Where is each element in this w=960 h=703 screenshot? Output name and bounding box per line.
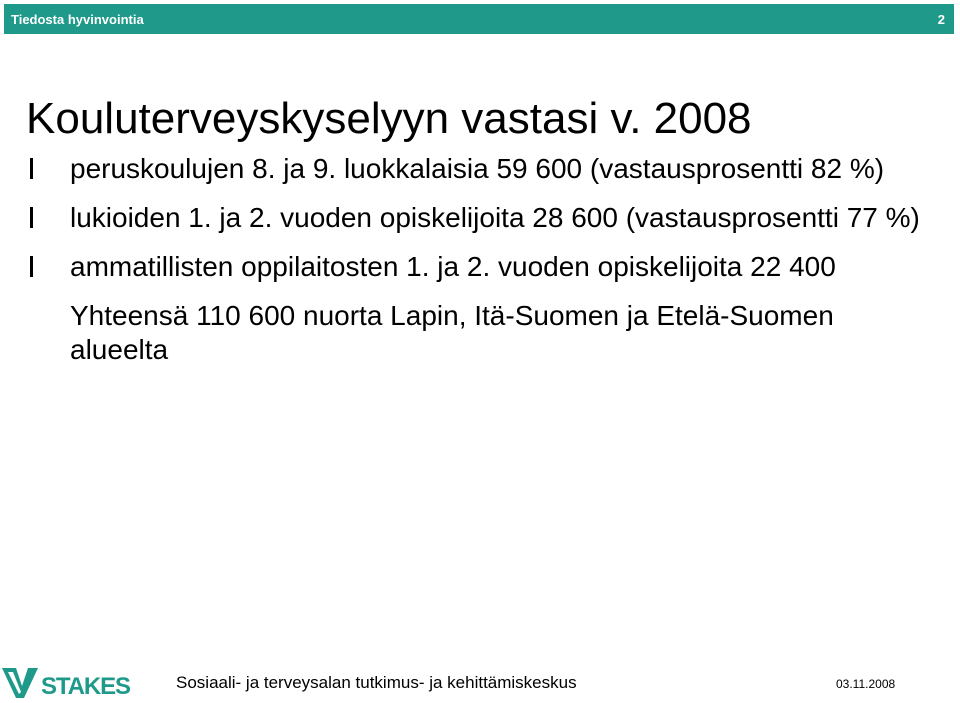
header-bar: [4, 4, 954, 34]
stakes-logo: [2, 664, 138, 700]
bullet-marker-icon: [30, 207, 33, 228]
bullet-item: [30, 152, 935, 186]
bullet-list: [30, 152, 935, 382]
footer-date: 03.11.2008: [836, 677, 896, 691]
bullet-marker-icon: [30, 158, 33, 179]
bullet-item: [30, 201, 935, 235]
logo-text: STAKES: [41, 673, 135, 700]
section-title: Tiedosta hyvinvointia: [11, 12, 144, 27]
bullet-text: peruskoulujen 8. ja 9. luokkalaisia 59 600 (vastausprosentti 82 %): [70, 153, 885, 184]
page-number: 2: [937, 12, 945, 27]
summary-text: Yhteensä 110 600 nuorta Lapin, Itä-Suomen ja Etelä-Suomen alueelta: [70, 300, 834, 365]
slide-title: Kouluterveyskyselyyn vastasi v. 2008: [26, 94, 752, 143]
bullet-text: ammatillisten oppilaitosten 1. ja 2. vuoden opiskelijoita 22 400: [70, 251, 836, 282]
bullet-text: lukioiden 1. ja 2. vuoden opiskelijoita 28 600 (vastausprosentti 77 %): [70, 202, 920, 233]
bullet-item: [30, 250, 935, 284]
bullet-marker-icon: [30, 256, 33, 277]
summary-text-item: [30, 299, 935, 367]
footer-organization: Sosiaali- ja terveysalan tutkimus- ja kehittämiskeskus: [176, 673, 577, 692]
